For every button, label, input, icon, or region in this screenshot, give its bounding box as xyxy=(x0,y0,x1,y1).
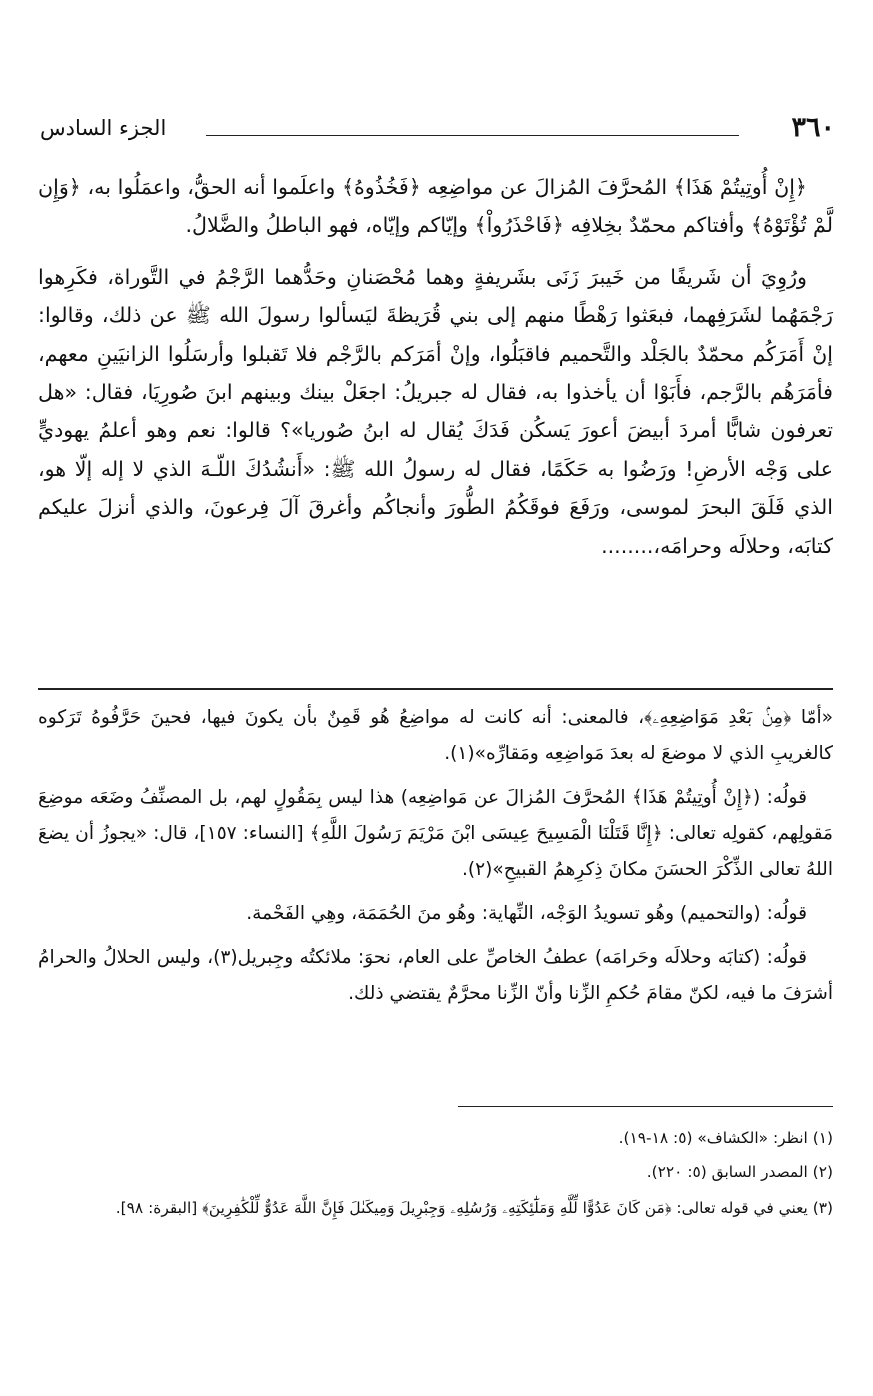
page-header xyxy=(40,112,835,152)
commentary-paragraph: قولُه: (والتحميم) وهُو تسويدُ الوَجْه، النِّهاية: وهُو منَ الحُمَمَة، وهِي الفَحْمة. xyxy=(246,903,807,924)
commentary-paragraph: قولُه: (﴿إِنْ أُوتِيتُمْ هَذَا﴾ المُحرَّفَ المُزالَ عن مَواضِعِه) هذا ليس بِمَقُولٍ لهم، بل المصنِّفُ وضَعَه موضِعَ مَقولِهم، كقولِه تعالى: ﴿إِنَّا قَتَلْنَا الْمَسِيحَ عِيسَى ابْنَ مَرْيَمَ رَسُولَ اللَّهِ﴾ [النساء: ١٥٧]، قال: «يجوزُ أن يضعَ اللهُ تعالى الذِّكْرَ الحسَنَ مكانَ ذِكرِهمُ القبيحِ»(٢). xyxy=(38,787,833,880)
main-paragraph: ﴿إِنْ أُوتِيتُمْ هَذَا﴾ المُحرَّفَ المُزالَ عن مواضِعِه ﴿فَخُذُوهُ﴾ واعلَموا أنه الحقُّ، واعمَلُوا به، ﴿وَإِن لَّمْ تُؤْتَوْهُ﴾ وأفتاكم محمّدٌ بخِلافِه ﴿فَاحْذَرُواْ﴾ وإيّاكم وإيّاه، فهو الباطلُ والضَّلالُ. xyxy=(38,175,833,238)
footnote-3: (٣) يعني في قوله تعالى: ﴿مَن كَانَ عَدُوًّا لِّلَّهِ وَمَلَٰٓئِكَتِهِۦ وَرُسُلِهِۦ وَجِبْرِيلَ وَمِيكَىٰلَ فَإِنَّ اللَّهَ عَدُوٌّ لِّلْكَٰفِرِينَ﴾ [البقرة: ٩٨]. xyxy=(115,1199,833,1217)
commentary-paragraph: قولُه: (كتابَه وحلالَه وحَرامَه) عطفُ الخاصِّ على العام، نحوَ: ملائكتُه وجِبريل(٣)، وليس الحلالُ والحرامُ أشرَفَ ما فيه، لكنّ مقامَ حُكمِ الزِّنا وأنّ الزِّنا محرَّمٌ يقتضي ذلك. xyxy=(38,947,833,1004)
page-number: ٣٦٠ xyxy=(791,112,835,143)
main-text xyxy=(38,168,833,565)
main-text-divider xyxy=(38,688,833,690)
commentary-section xyxy=(38,700,833,1012)
footnote-divider xyxy=(458,1106,833,1107)
header-rule xyxy=(206,135,739,136)
footnote-2: (٢) المصدر السابق (٥: ٢٢٠). xyxy=(646,1163,833,1181)
footnote-1: (١) انظر: «الكشاف» (٥: ١٨-١٩). xyxy=(618,1129,833,1147)
commentary-paragraph: «أمّا ﴿مِنۢ بَعْدِ مَوَاضِعِهِۦ﴾، فالمعنى: أنه كانت له مواضِعُ هُو قَمِنٌ بأن يكونَ فيها، فحينَ حَرَّفُوهُ تَرَكوه كالغريبِ الذي لا موضعَ له بعدَ مَواضِعِه ومَقارِّه»(١). xyxy=(38,707,833,764)
main-paragraph: ورُوِيَ أن شَريفًا من خَيبرَ زَنَى بشَريفةٍ وهما مُحْصَنانِ وحَدُّهما الرَّجْمُ في التَّوراة، فكَرِهوا رَجْمَهُما لشَرَفِهما، فبعَثوا رَهْطًا منهم إلى بني قُرَيظةَ ليَسألوا رسولَ الله ﷺ عن ذلك، وقالوا: إنْ أَمَرَكُم محمّدٌ بالجَلْد والتَّحميم فاقبَلُوا، وإنْ أمَرَكم بالرَّجْم فلا تَقبلوا وأرسَلُوا الزانيَينِ معهم، فأمَرَهُم بالرَّجم، فأَبَوْا أن يأخذوا به، فقال له جبريلُ: اجعَلْ بينك وبينهم ابنَ صُورِيَا، فقال: «هل تعرفون شابًّا أمردَ أبيضَ أعورَ يَسكُن فَدَكَ يُقال له ابنُ صُوريا»؟ قالوا: نعم وهو أعلمُ يهوديٍّ على وَجْه الأرضِ! ورَضُوا به حَكَمًا، فقال له رسولُ الله ﷺ: «أَنشُدُكَ اللّـهَ الذي لا إله إلّا هو، الذي فَلَقَ البحرَ لموسى، ورَفَعَ فوقَكُمُ الطُّورَ وأنجاكُم وأغرقَ آلَ فِرعونَ، والذي أنزلَ عليكم كتابَه، وحلالَه وحرامَه،........ xyxy=(38,264,833,558)
running-title: الجزء السادس xyxy=(40,116,167,140)
footnotes xyxy=(38,1121,833,1223)
